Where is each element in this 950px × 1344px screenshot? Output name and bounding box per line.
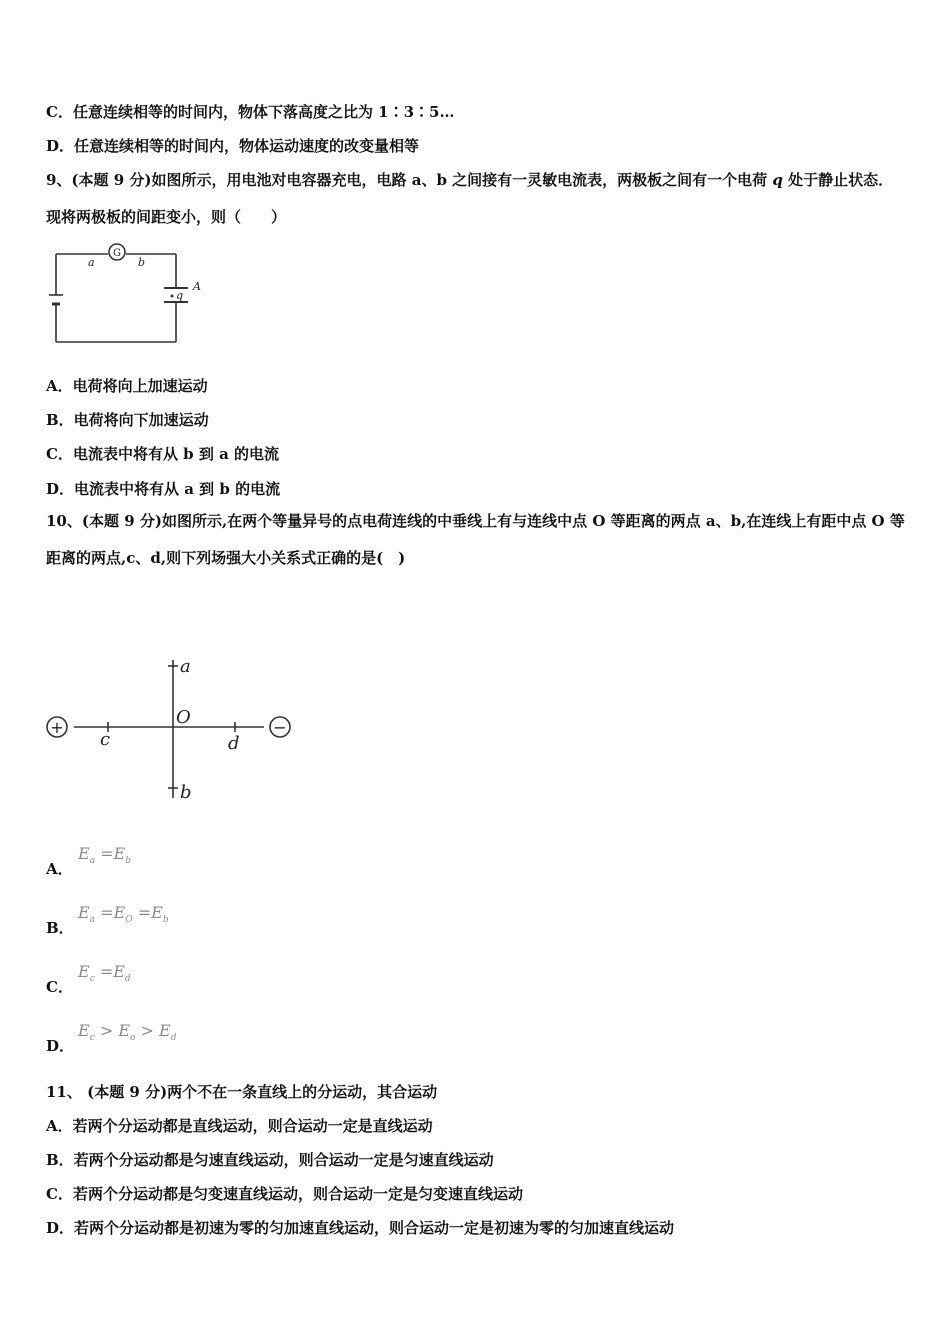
circuit-label-b: b (138, 256, 146, 269)
fig-label-b: b (180, 782, 192, 803)
q9-option-d: D．电流表中将有从 a 到 b 的电流 (46, 480, 281, 498)
fig-label-a: a (180, 656, 191, 677)
q10-stem: 10、(本题 9 分)如图所示,在两个等量异号的点电荷连线的中垂线上有与连线中点 O 等距离的两点 a、b,在连线上有距中点 O 等距离的两点,c、d,则下列场强大小关系式正确的是( ) (46, 512, 905, 567)
q11-stem: 11、 (本题 9 分)两个不在一条直线上的分运动，其合运动 (46, 1083, 438, 1101)
q11-option-d: D．若两个分运动都是初速为零的匀加速直线运动，则合运动一定是初速为零的匀加速直线运动 (46, 1219, 675, 1237)
circuit-label-q: q (176, 289, 184, 302)
q10-charge-figure (42, 652, 302, 804)
q10-option-c-letter: C． (46, 978, 73, 996)
q9-stem-q: q (772, 171, 783, 189)
q8-option-c: C．任意连续相等的时间内，物体下落高度之比为 1∶3∶5… (46, 103, 455, 121)
q9-stem-part1: 9、(本题 9 分)如图所示，用电池对电容器充电，电路 a、b 之间接有一灵敏电流表，两极板之间有一个电荷 (46, 171, 773, 189)
q10-formula-c: $E_c =E_d$ (78, 962, 131, 985)
galvanometer-label: G (113, 248, 121, 259)
q10-option-a-letter: A． (46, 860, 73, 878)
q9-circuit-figure (46, 240, 206, 350)
q9-stem-part2: 处于静止状态．现将两极板的间距变小，则（ ） (46, 171, 894, 226)
q9-option-b: B．电荷将向下加速运动 (46, 411, 209, 429)
q10-formula-d: $E_c > E_o > E_d$ (78, 1021, 177, 1044)
q10-formula-a: $E_a =E_b$ (78, 844, 132, 867)
q9-option-a: A．电荷将向上加速运动 (46, 377, 208, 395)
circuit-label-A: A (193, 280, 201, 293)
fig-label-c: c (100, 729, 111, 750)
q10-formula-b: $E_a =E_O =E_b$ (78, 903, 169, 926)
charge-dot (171, 295, 174, 298)
positive-charge-sign: + (50, 718, 64, 737)
fig-label-d: d (228, 733, 240, 754)
q10-option-d-letter: D． (46, 1037, 75, 1055)
q9-stem (46, 162, 908, 236)
q11-option-a: A．若两个分运动都是直线运动，则合运动一定是直线运动 (46, 1117, 433, 1135)
q11-option-b: B．若两个分运动都是匀速直线运动，则合运动一定是匀速直线运动 (46, 1151, 494, 1169)
fig-label-O: O (176, 707, 191, 728)
negative-charge-sign: − (273, 718, 287, 737)
q11-option-c: C．若两个分运动都是匀变速直线运动，则合运动一定是匀变速直线运动 (46, 1185, 523, 1203)
q8-option-d: D．任意连续相等的时间内，物体运动速度的改变量相等 (46, 137, 420, 155)
circuit-label-a: a (88, 256, 95, 269)
q9-option-c: C．电流表中将有从 b 到 a 的电流 (46, 445, 280, 463)
q10-option-b-letter: B． (46, 919, 74, 937)
